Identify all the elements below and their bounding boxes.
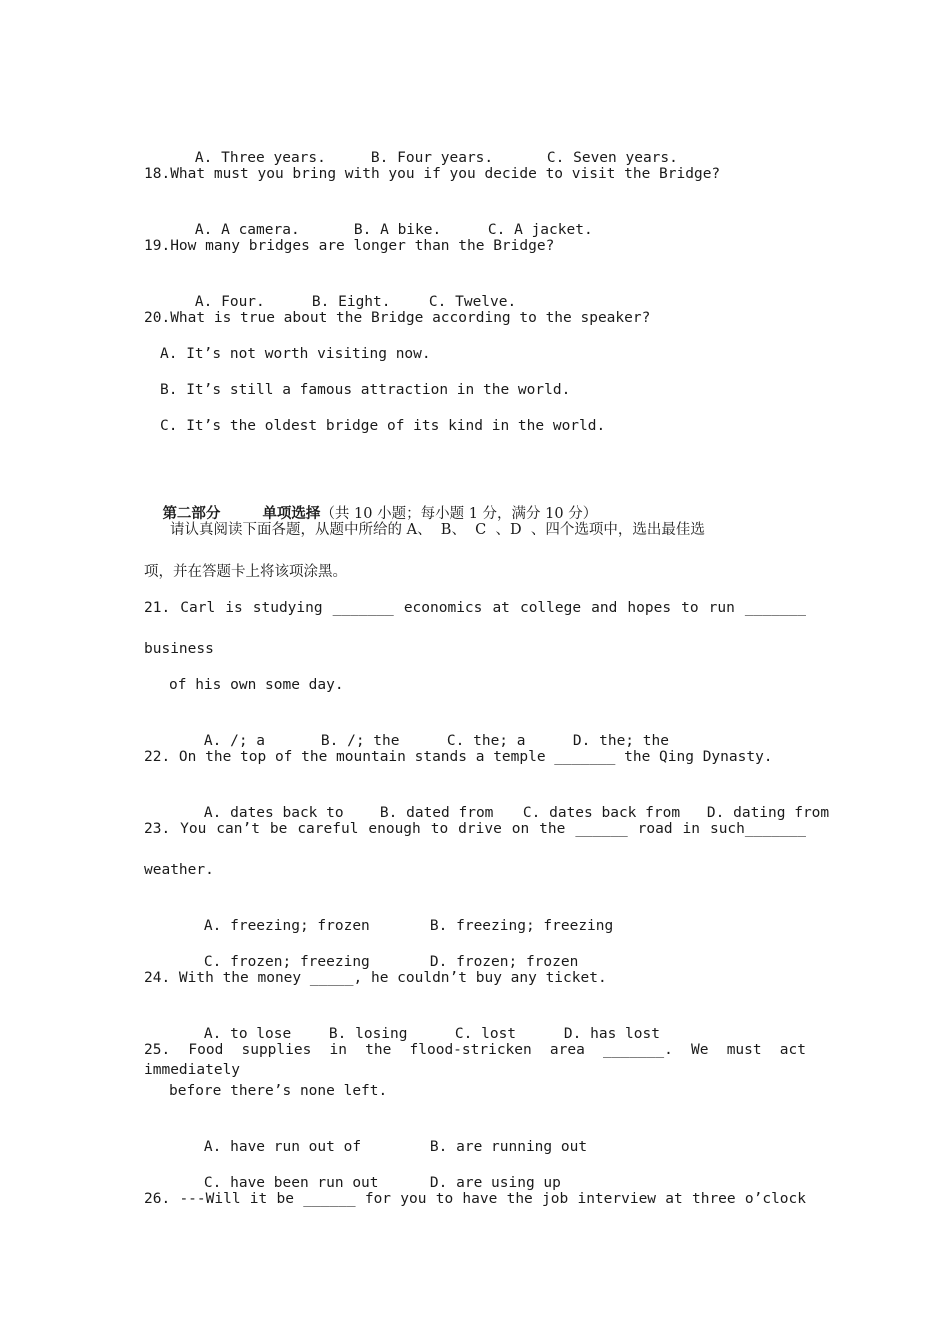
q25-line-2: before there’s none left. [169, 1083, 388, 1099]
q21-option-a: A. /; a [203, 733, 266, 749]
q19-option-c: C. Twelve. [428, 294, 517, 310]
section-note: （共 10 小题；每小题 1 分，满分 10 分） [320, 506, 598, 522]
q25-option-b: B. are running out [429, 1139, 588, 1155]
q20-option-c: C. It’s the oldest bridge of its kind in the world. [160, 418, 606, 434]
q19-option-a: A. Four. [194, 294, 265, 310]
instruction-line-2: 项，并在答题卡上将该项涂黑。 [144, 564, 347, 580]
q25-option-c: C. have been run out [203, 1175, 379, 1191]
q23-option-b: B. freezing; freezing [429, 918, 614, 934]
q24-option-d: D. has lost [563, 1026, 660, 1042]
q17-option-b: B. Four years. [370, 150, 494, 166]
q24-option-a: A. to lose [203, 1026, 292, 1042]
q19-option-b: B. Eight. [311, 294, 391, 310]
q24-option-c: C. lost [454, 1026, 517, 1042]
q26-line-1: 26. ---Will it be ______ for you to have the job interview at three o’clock [144, 1191, 806, 1207]
q23-option-a: A. freezing; frozen [203, 918, 370, 934]
q21-option-b: B. /; the [320, 733, 400, 749]
q23-option-c: C. frozen; freezing [203, 954, 370, 970]
q23-line-1: 23. You can’t be careful enough to drive on the ______ road in such_______ [144, 821, 806, 837]
q22-option-c: C. dates back from [522, 805, 681, 821]
q23-option-d: D. frozen; frozen [429, 954, 579, 970]
q22-option-a: A. dates back to [203, 805, 344, 821]
q25-line-1: 25. Food supplies in the flood-stricken area _______. We must act immediately [144, 1042, 806, 1078]
q21-option-c: C. the; a [446, 733, 526, 749]
section-label: 第二部分 [162, 505, 221, 522]
q23-line-2: weather. [144, 862, 214, 878]
q18-question: 18.What must you bring with you if you decide to visit the Bridge? [144, 166, 721, 182]
q24-option-b: B. losing [328, 1026, 408, 1042]
q19-question: 19.How many bridges are longer than the Bridge? [144, 238, 555, 254]
q18-option-a: A. A camera. [194, 222, 300, 238]
q18-option-c: C. A jacket. [487, 222, 593, 238]
q22-option-d: D. dating from [706, 805, 830, 821]
instruction-line-1: 请认真阅读下面各题，从题中所给的 A、 B、 C 、D 、四个选项中，选出最佳选 [170, 522, 705, 538]
q20-question: 20.What is true about the Bridge according to the speaker? [144, 310, 651, 326]
section-title: 单项选择 [262, 505, 321, 522]
q17-option-c: C. Seven years. [546, 150, 678, 166]
q18-option-b: B. A bike. [353, 222, 442, 238]
q20-option-b: B. It’s still a famous attraction in the world. [160, 382, 571, 398]
q22-line-1: 22. On the top of the mountain stands a temple _______ the Qing Dynasty. [144, 749, 773, 765]
q20-option-a: A. It’s not worth visiting now. [160, 346, 431, 362]
q25-option-a: A. have run out of [203, 1139, 362, 1155]
q21-line-3: of his own some day. [169, 677, 344, 693]
q25-option-d: D. are using up [429, 1175, 561, 1191]
q24-line-1: 24. With the money _____, he couldn’t buy any ticket. [144, 970, 607, 986]
q22-option-b: B. dated from [379, 805, 494, 821]
q21-line-2: business [144, 641, 214, 657]
q21-option-d: D. the; the [572, 733, 669, 749]
q21-line-1: 21. Carl is studying _______ economics at college and hopes to run _______ [144, 600, 806, 616]
q17-option-a: A. Three years. [194, 150, 326, 166]
